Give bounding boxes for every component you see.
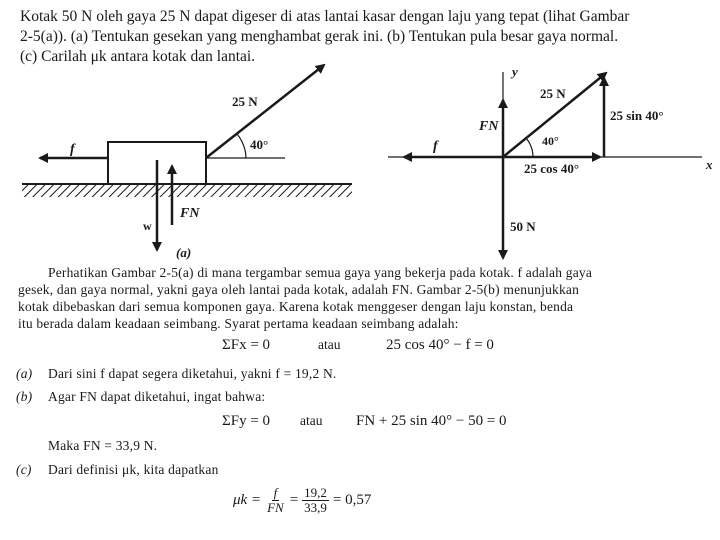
angle-arc-a: [237, 134, 246, 158]
fraction-2-denominator: 33,9: [304, 500, 327, 515]
equation-1-left: ΣFx = 0: [222, 337, 271, 353]
solution-line-2: gesek, dan gaya normal, yakni gaya oleh lantai pada kotak, adalah FN. Gambar 2-5(b) menunjukkan: [18, 282, 580, 297]
figure-b-normal-label: FN: [479, 119, 499, 134]
part-c-label: (c): [16, 462, 32, 477]
figure-a-friction-label: f: [70, 142, 75, 157]
figure-a-normal-label: FN: [180, 206, 200, 221]
figure-a-caption: (a): [176, 245, 192, 260]
part-a-label: (a): [16, 366, 33, 381]
maka-result: Maka FN = 33,9 N.: [48, 438, 158, 453]
mu-equation: [233, 486, 371, 515]
equation-1-right: 25 cos 40° − f = 0: [386, 337, 494, 353]
mu-equation-lhs: μk =: [233, 492, 262, 508]
fraction-values: [302, 486, 329, 515]
equation-2-atau: atau: [300, 413, 323, 428]
mu-result: = 0,57: [332, 492, 372, 508]
fraction-1-numerator: f: [273, 485, 278, 500]
part-c-text: Dari definisi μk, kita dapatkan: [48, 462, 219, 477]
fraction-f-over-fn: [265, 486, 286, 515]
problem-line-1: Kotak 50 N oleh gaya 25 N dapat digeser di atas lantai kasar dengan laju yang tepat (lihat Gambar: [20, 8, 630, 25]
fraction-2-numerator: 19,2: [304, 485, 327, 500]
problem-line-2: 2-5(a)). (a) Tentukan gesekan yang menghambat gerak ini. (b) Tentukan pula besar gaya normal.: [20, 28, 619, 45]
figure-a-angle-label: 40°: [250, 137, 269, 152]
equation-2-right: FN + 25 sin 40° − 50 = 0: [356, 413, 507, 429]
problem-line-3: (c) Carilah μk antara kotak dan lantai.: [20, 48, 256, 65]
fraction-1-denominator: FN: [267, 500, 284, 515]
equation-2-left: ΣFy = 0: [222, 413, 271, 429]
solution-line-1: Perhatikan Gambar 2-5(a) di mana tergambar semua gaya yang bekerja pada kotak. f adalah gaya: [48, 265, 593, 280]
equals-sign: =: [289, 492, 299, 508]
figure-b-friction-label: f: [433, 139, 438, 154]
angle-arc-b: [526, 138, 533, 157]
part-b-text: Agar FN dapat diketahui, ingat bahwa:: [48, 389, 266, 404]
figure-b-angle-label: 40°: [542, 134, 559, 148]
figure-a-weight-label: w: [143, 219, 152, 233]
equation-1-atau: atau: [318, 337, 341, 352]
floor-surface: [22, 184, 352, 197]
figure-b-y-label: y: [512, 64, 518, 79]
figure-a-force-label: 25 N: [232, 94, 258, 109]
figure-b-weight-label: 50 N: [510, 219, 536, 234]
part-b-label: (b): [16, 389, 33, 404]
figure-b-x-label: x: [706, 157, 713, 172]
solution-line-4: itu berada dalam keadaan seimbang. Syarat pertama keadaan seimbang adalah:: [18, 316, 459, 331]
part-a-text: Dari sini f dapat segera diketahui, yakni f = 19,2 N.: [48, 366, 337, 381]
solution-line-3: kotak dibebaskan dari semua komponen gaya. Karena kotak menggeser dengan laju konstan, benda: [18, 299, 574, 314]
figure-b-horizontal-component-label: 25 cos 40°: [524, 161, 580, 176]
figure-b-force-label: 25 N: [540, 86, 566, 101]
figure-b-vertical-component-label: 25 sin 40°: [610, 108, 664, 123]
